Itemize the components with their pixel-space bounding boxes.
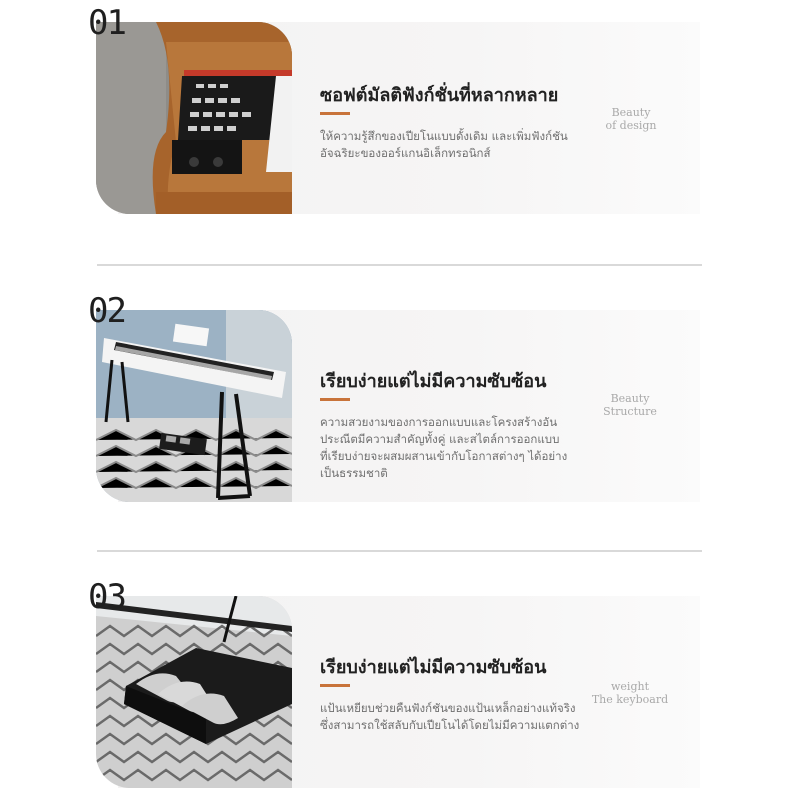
pedal-image [96,596,292,788]
white-piano-image [96,310,292,502]
section-divider [97,550,702,552]
description-line: ซึ่งสามารถใช้สลับกับเปียโนได้โดยไม่มีความแตกต่าง [320,718,580,732]
english-caption-line: The keyboard [591,693,669,706]
section-heading: เรียบง่ายแต่ไม่มีความซับซ้อน [320,657,547,678]
description-line: ที่เรียบง่ายจะผสมผสานเข้ากับโอกาสต่างๆ ได้อย่าง [320,449,568,463]
piano-control-panel-image [96,22,292,214]
piano-control-panel-photo [96,22,292,214]
english-caption [575,680,685,706]
section-description [320,128,600,162]
accent-line [320,398,350,401]
white-piano-photo [96,310,292,502]
description-line: ประณีตมีความสำคัญทั้งคู่ และสไตล์การออกแบบ [320,432,560,446]
section-number: 01 [88,3,125,43]
english-caption-line: of design [605,119,657,132]
description-line: เป็นธรรมชาติ [320,466,388,480]
section-heading: เรียบง่ายแต่ไม่มีความซับซ้อน [320,371,547,392]
description-line: ให้ความรู้สึกของเปียโนแบบดั้งเดิม และเพิ่มฟังก์ชัน [320,129,568,143]
section-number: 03 [88,577,125,617]
accent-line [320,684,350,687]
english-caption [575,392,685,418]
english-caption-line: weight [611,680,649,693]
english-caption-line: Structure [603,405,657,418]
description-line: อัจฉริยะของออร์แกนอิเล็กทรอนิกส์ [320,146,491,160]
description-line: แป้นเหยียบช่วยคืนฟังก์ชันของแป้นเหล็กอย่างแท้จริง [320,701,576,715]
section-heading: ซอฟต์มัลติฟังก์ชั่นที่หลากหลาย [320,85,559,106]
section-description [320,700,600,734]
section-description [320,414,600,482]
feature-section-1 [0,3,800,216]
feature-section-2 [0,291,800,504]
description-line: ความสวยงามของการออกแบบและโครงสร้างอัน [320,415,558,429]
section-divider [97,264,702,266]
english-caption-line: Beauty [611,106,651,119]
feature-section-3 [0,577,800,790]
english-caption-line: Beauty [610,392,650,405]
pedal-photo [96,596,292,788]
english-caption [576,106,686,132]
section-number: 02 [88,291,125,331]
accent-line [320,112,350,115]
